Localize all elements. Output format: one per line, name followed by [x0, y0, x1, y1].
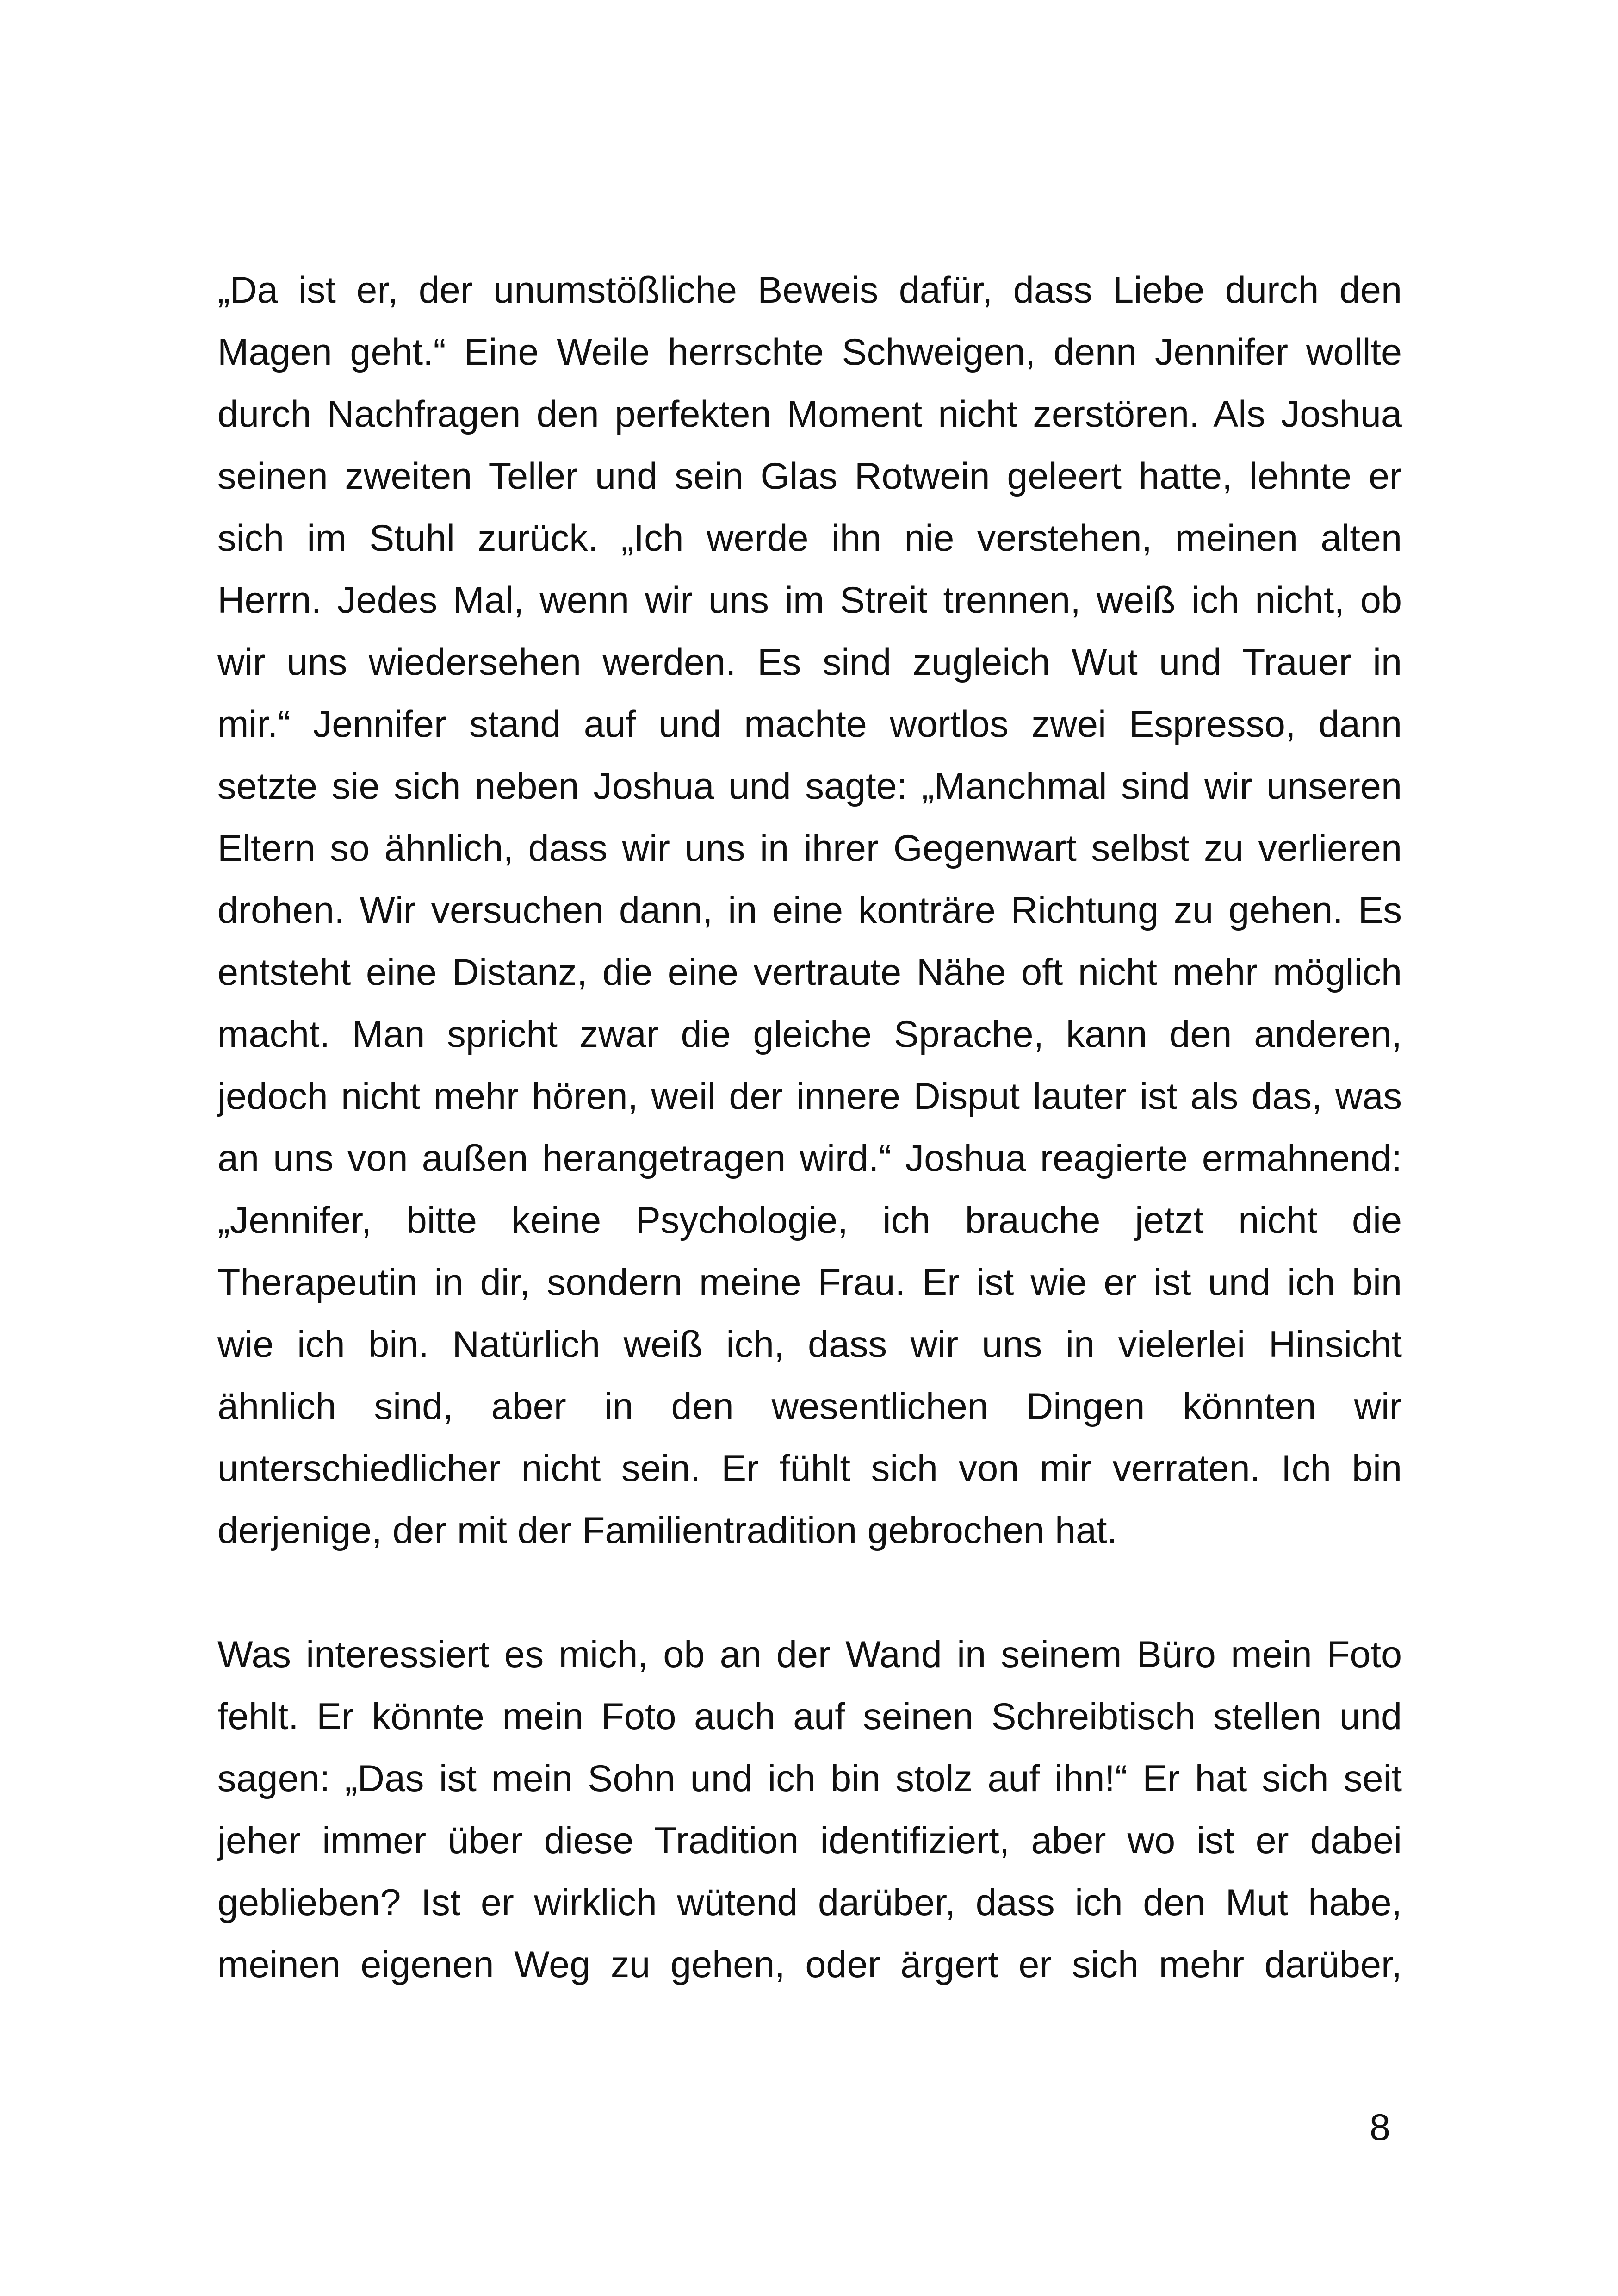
paragraph-break	[217, 1562, 1402, 1624]
text-line: an uns von außen herangetragen wird.“ Joshua reagierte ermahnend:	[217, 1138, 1402, 1179]
text-line: macht. Man spricht zwar die gleiche Sprache, kann den anderen,	[217, 1014, 1402, 1055]
text-line: Therapeutin in dir, sondern meine Frau. Er ist wie er ist und ich bin	[217, 1262, 1402, 1303]
text-line: jeher immer über diese Tradition identifiziert, aber wo ist er dabei	[217, 1820, 1402, 1861]
text-line: meinen eigenen Weg zu gehen, oder ärgert er sich mehr darüber,	[217, 1944, 1402, 1985]
text-line: derjenige, der mit der Familientradition gebrochen hat.	[217, 1510, 1118, 1551]
text-line: Magen geht.“ Eine Weile herrschte Schweigen, denn Jennifer wollte	[217, 331, 1402, 373]
text-line: sich im Stuhl zurück. „Ich werde ihn nie verstehen, meinen alten	[217, 517, 1402, 559]
page-number: 8	[1370, 2107, 1391, 2148]
text-line: „Jennifer, bitte keine Psychologie, ich brauche jetzt nicht die	[217, 1200, 1402, 1241]
text-line: geblieben? Ist er wirklich wütend darüber, dass ich den Mut habe,	[217, 1882, 1402, 1923]
text-line: fehlt. Er könnte mein Foto auch auf seinen Schreibtisch stellen und	[217, 1696, 1402, 1737]
text-line: seinen zweiten Teller und sein Glas Rotwein geleert hatte, lehnte er	[217, 455, 1402, 497]
text-line: ähnlich sind, aber in den wesentlichen Dingen könnten wir	[217, 1386, 1402, 1427]
text-line: sagen: „Das ist mein Sohn und ich bin stolz auf ihn!“ Er hat sich seit	[217, 1758, 1402, 1799]
text-line: Herrn. Jedes Mal, wenn wir uns im Streit trennen, weiß ich nicht, ob	[217, 579, 1402, 621]
paragraph-2	[217, 1624, 1402, 1996]
text-line: unterschiedlicher nicht sein. Er fühlt sich von mir verraten. Ich bin	[217, 1448, 1402, 1489]
text-line: jedoch nicht mehr hören, weil der innere Disput lauter ist als das, was	[217, 1076, 1402, 1117]
text-line: Was interessiert es mich, ob an der Wand in seinem Büro mein Foto	[217, 1634, 1402, 1675]
text-line: setzte sie sich neben Joshua und sagte: „Manchmal sind wir unseren	[217, 765, 1402, 807]
text-line: entsteht eine Distanz, die eine vertraute Nähe oft nicht mehr möglich	[217, 952, 1402, 993]
text-line: wir uns wiedersehen werden. Es sind zugleich Wut und Trauer in	[217, 641, 1402, 683]
text-line: wie ich bin. Natürlich weiß ich, dass wir uns in vielerlei Hinsicht	[217, 1324, 1402, 1365]
text-line: durch Nachfragen den perfekten Moment nicht zerstören. Als Joshua	[217, 393, 1402, 435]
text-line: „Da ist er, der unumstößliche Beweis dafür, dass Liebe durch den	[217, 269, 1402, 311]
paragraph-1	[217, 259, 1402, 1562]
text-line: mir.“ Jennifer stand auf und machte wortlos zwei Espresso, dann	[217, 703, 1402, 745]
text-line: drohen. Wir versuchen dann, in eine konträre Richtung zu gehen. Es	[217, 890, 1402, 931]
text-line: Eltern so ähnlich, dass wir uns in ihrer Gegenwart selbst zu verlieren	[217, 828, 1402, 869]
body-text	[217, 259, 1402, 1996]
